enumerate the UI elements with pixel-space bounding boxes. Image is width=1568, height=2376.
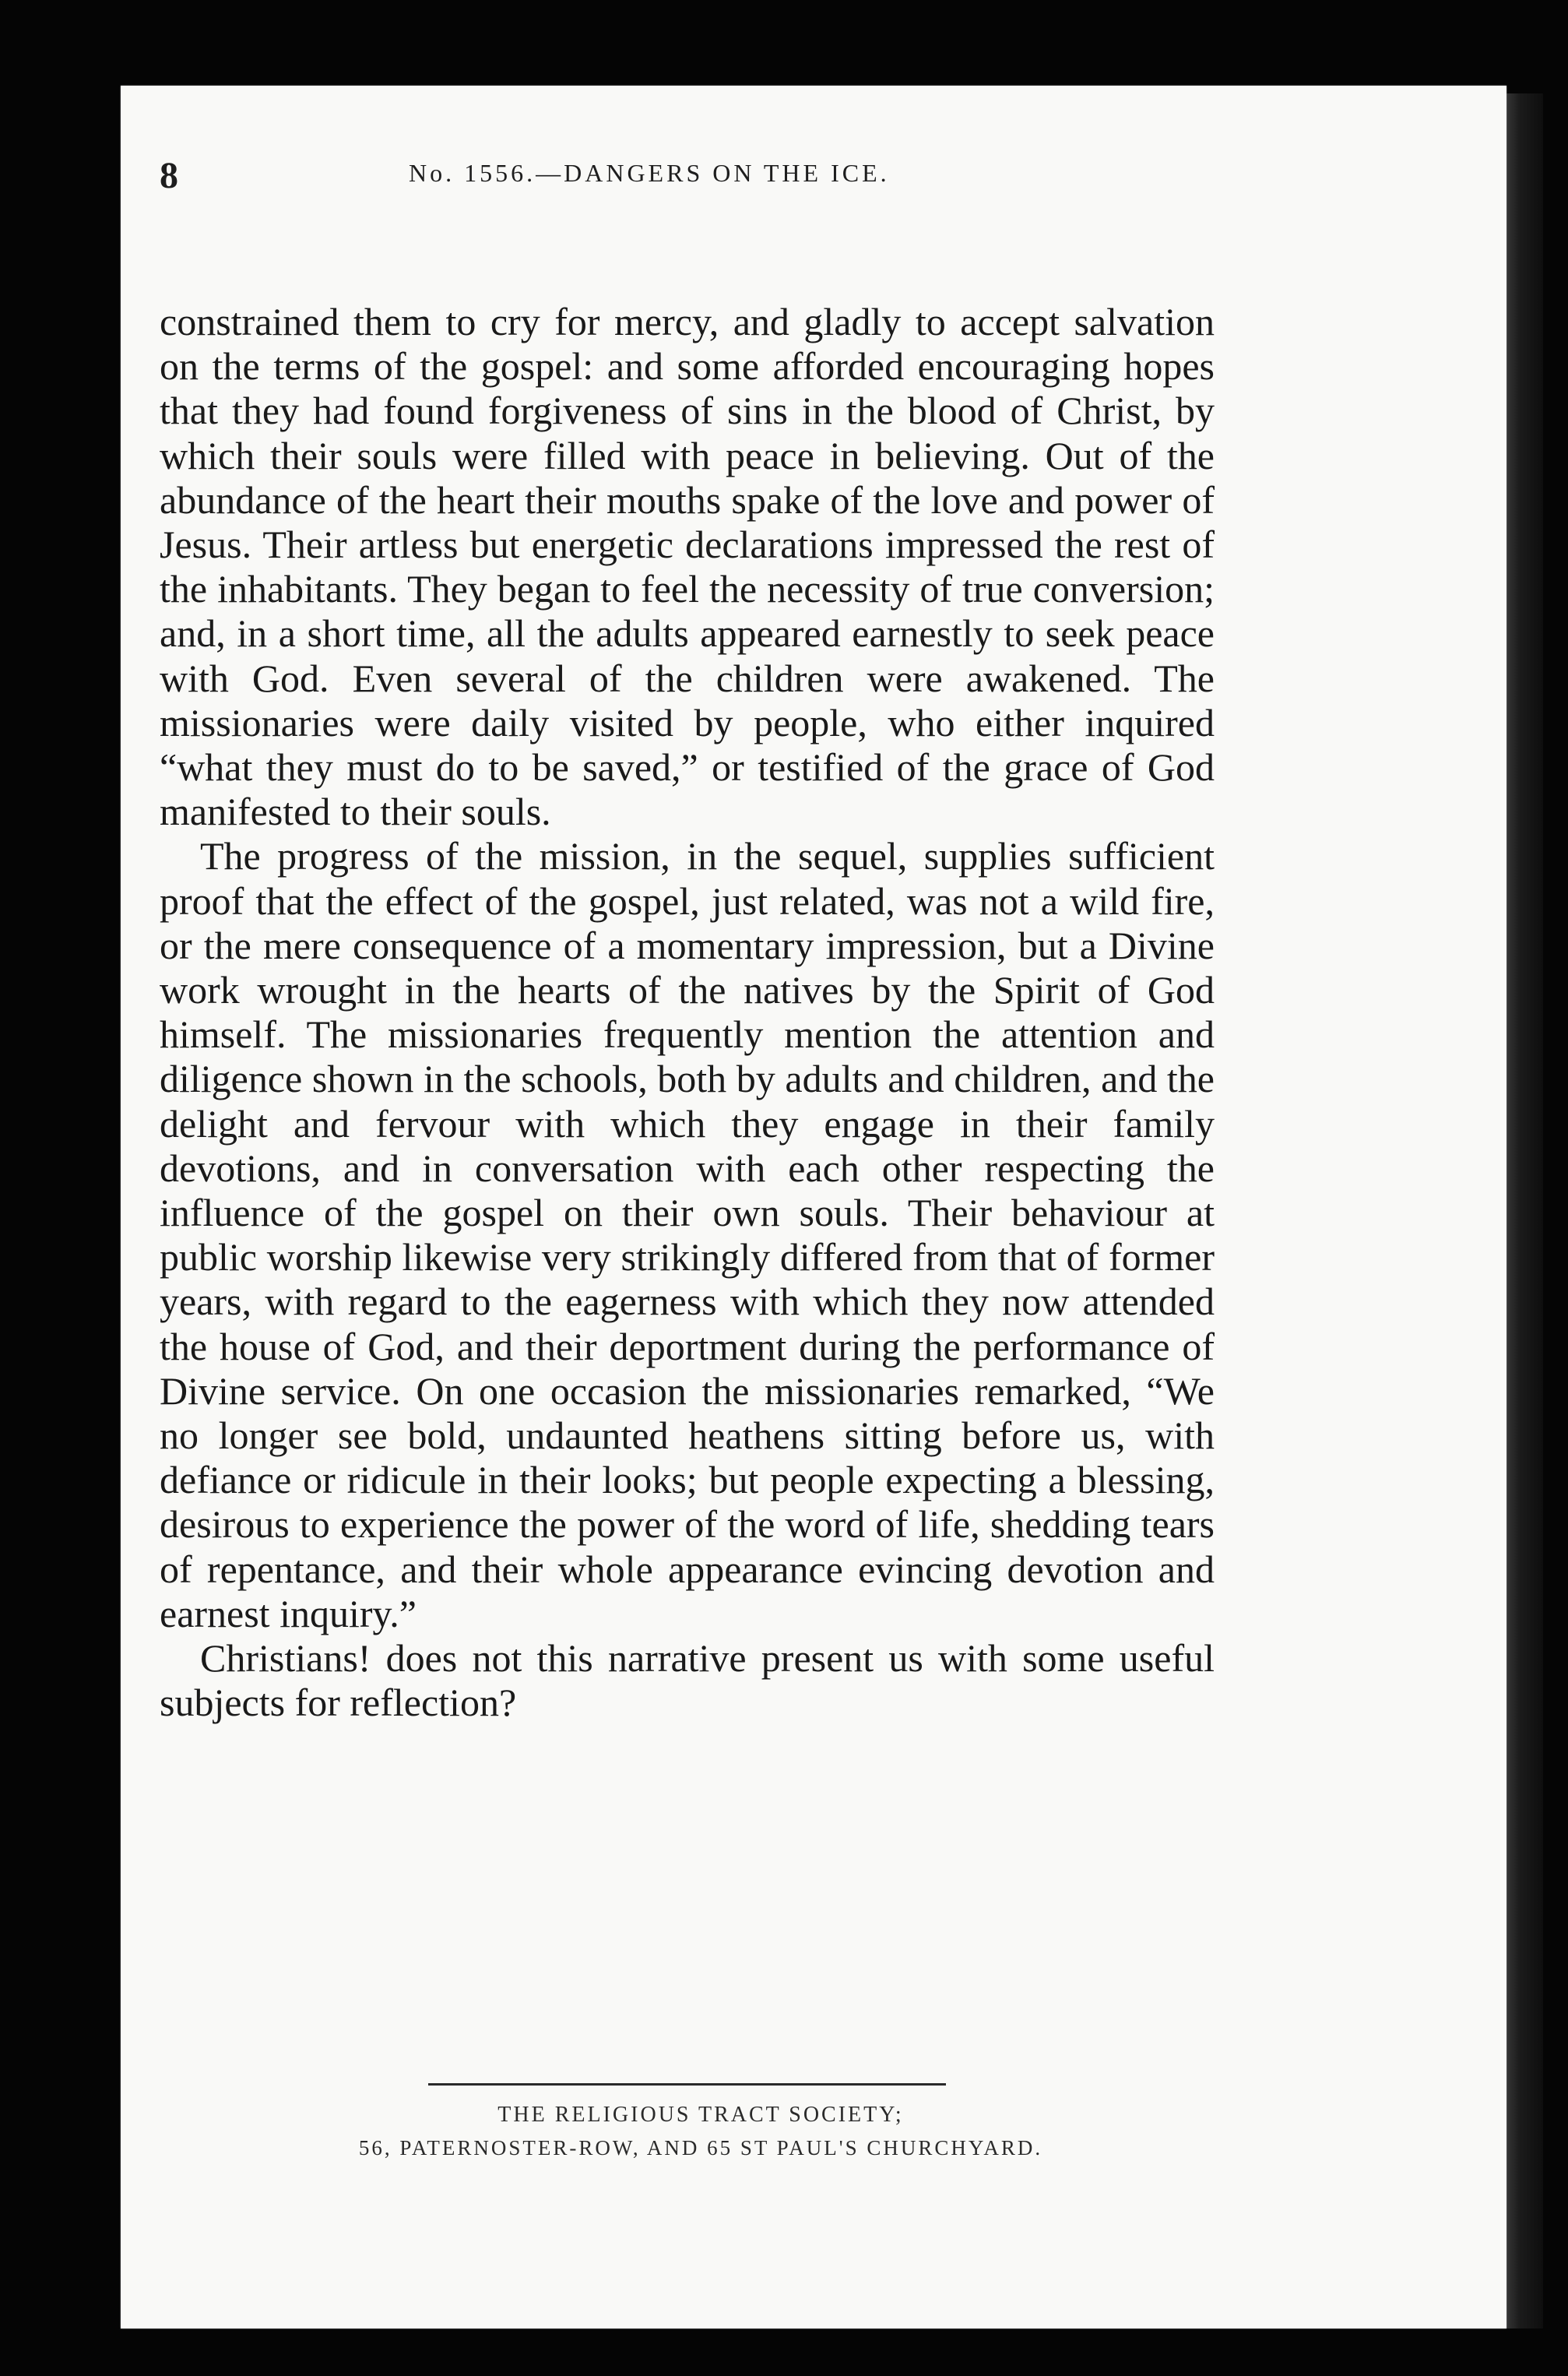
body-text [160, 300, 1215, 1726]
page-header [160, 154, 1203, 209]
book-spine-edge [1504, 93, 1543, 2328]
page-number: 8 [160, 155, 178, 196]
publisher-address: 56, PATERNOSTER-ROW, AND 65 ST PAUL'S CHURCHYARD. [358, 2136, 1043, 2160]
paragraph-1: constrained them to cry for mercy, and gladly to accept salvation on the terms of the gospel: and some afforded encouraging hopes that they had found forgiveness of sins in the blood of Christ, by which their souls were filled with peace in believing. Out of the abundance of the heart their mouths spake of the love and power of Jesus. Their artless but energetic declarations impressed the rest of the inhabitants. They began to feel the necessity of true conversion; and, in a short time, all the adults appeared earnestly to seek peace with God. Even several of the children were awakened. The missionaries were daily visited by people, who either inquired “what they must do to be saved,” or testified of the grace of God manifested to their souls. [160, 300, 1215, 834]
paragraph-3: Christians! does not this narrative present us with some useful subjects for reflection? [160, 1636, 1215, 1725]
publisher-name: THE RELIGIOUS TRACT SOCIETY; [497, 2103, 904, 2127]
paragraph-2: The progress of the mission, in the sequel, supplies sufficient proof that the effect of the gospel, just related, was not a wild fire, or the mere consequence of a momentary impression, but a Divine work wrought in the hearts of the natives by the Spirit of God himself. The missionaries frequently mention the attention and diligence shown in the schools, both by adults and children, and the delight and fervour with which they engage in their family devotions, and in conversation with each other respecting the influence of the gospel on their own souls. Their behaviour at public worship likewise very strikingly differed from that of former years, with regard to the eagerness with which they now attended the house of God, and their deportment during the performance of Divine service. On one occasion the missionaries remarked, “We no longer see bold, undaunted heathens sitting before us, with defiance or ridicule in their looks; but people expecting a blessing, desirous to experience the power of the word of life, shedding tears of repentance, and their whole appearance evincing devotion and earnest inquiry.” [160, 834, 1215, 1635]
running-head: No. 1556.—DANGERS ON THE ICE. [409, 159, 890, 187]
footer-divider [428, 2083, 946, 2086]
